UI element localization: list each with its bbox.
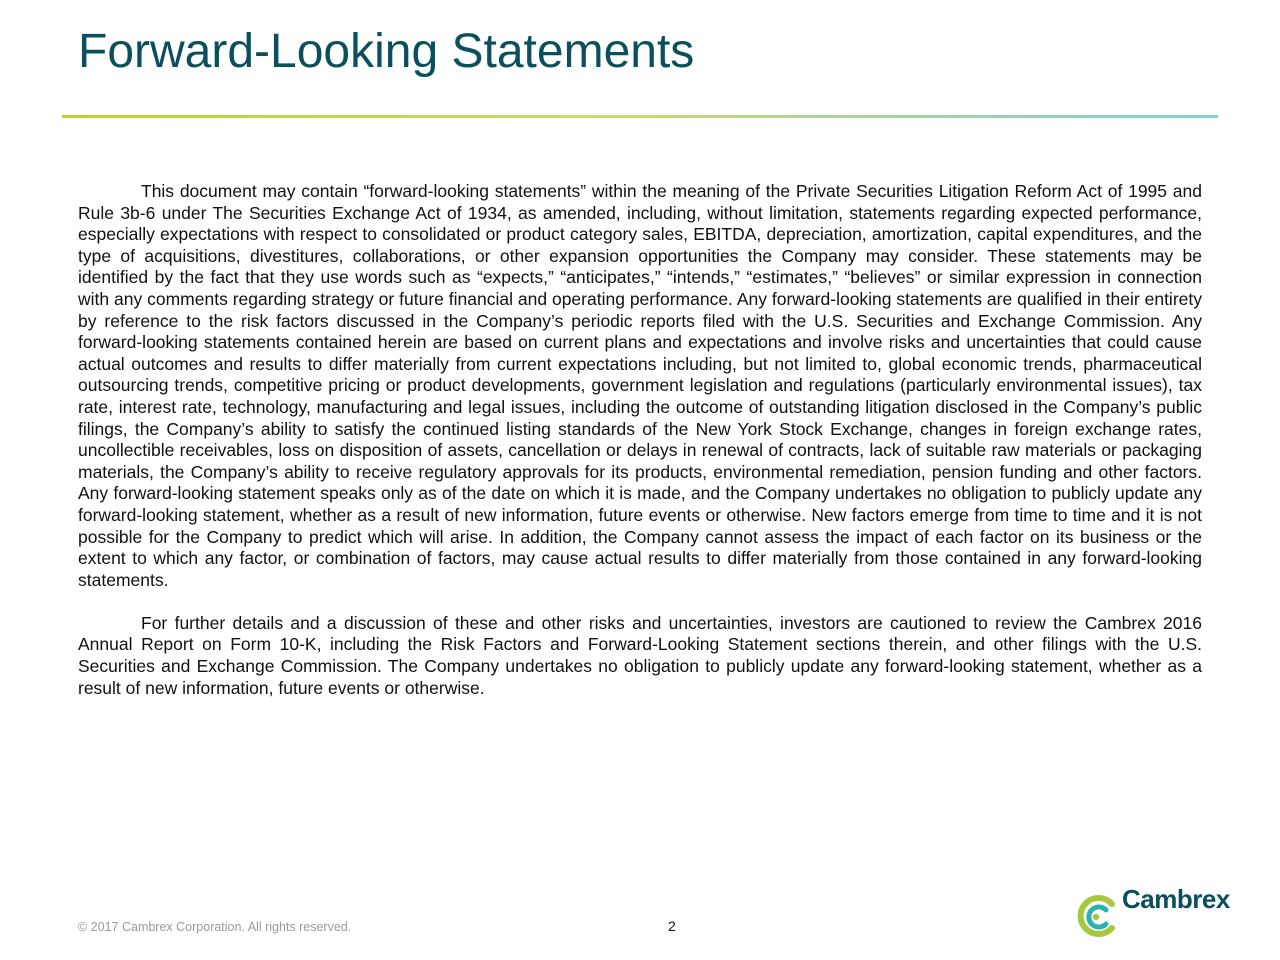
disclaimer-body <box>78 181 1202 699</box>
slide-title: Forward-Looking Statements <box>78 25 695 78</box>
cambrex-logo <box>1072 882 1240 942</box>
logo-wordmark: Cambrex <box>1122 884 1230 914</box>
copyright-notice: © 2017 Cambrex Corporation. All rights reserved. <box>78 920 352 934</box>
cambrex-swirl-icon <box>1072 882 1120 942</box>
page-number: 2 <box>668 918 676 934</box>
title-divider <box>62 115 1218 118</box>
disclaimer-paragraph: This document may contain “forward-looking statements” within the meaning of the Private Securities Litigation Reform Act of 1995 and Rule 3b-6 under The Securities Exchange Act of 1934, as amended, including, without limitation, statements regarding expected performance, especially expectations with respect to consolidated or product category sales, EBITDA, depreciation, amortization, capital expenditures, and the type of acquisitions, divestitures, collaborations, or other expansion opportunities the Company may consider. These statements may be identified by the fact that they use words such as “expects,” “anticipates,” “intends,” “estimates,” “believes” or similar expression in connection with any comments regarding strategy or future financial and operating performance. Any forward-looking statements are qualified in their entirety by reference to the risk factors discussed in the Company’s periodic reports filed with the U.S. Securities and Exchange Commission. Any forward-looking statements contained herein are based on current plans and expectations and involve risks and uncertainties that could cause actual outcomes and results to differ materially from current expectations including, but not limited to, global economic trends, pharmaceutical outsourcing trends, competitive pricing or product developments, government legislation and regulations (particularly environmental issues), tax rate, interest rate, technology, manufacturing and legal issues, including the outcome of outstanding litigation disclosed in the Company’s public filings, the Company’s ability to satisfy the continued listing standards of the New York Stock Exchange, changes in foreign exchange rates, uncollectible receivables, loss on disposition of assets, cancellation or delays in renewal of contracts, lack of suitable raw materials or packaging materials, the Company’s ability to receive regulatory approvals for its products, environmental remediation, pension funding and other factors. Any forward-looking statement speaks only as of the date on which it is made, and the Company undertakes no obligation to publicly update any forward-looking statement, whether as a result of new information, future events or otherwise. New factors emerge from time to time and it is not possible for the Company to predict which will arise. In addition, the Company cannot assess the impact of each factor on its business or the extent to which any factor, or combination of factors, may cause actual results to differ materially from those contained in any forward-looking statements. <box>78 181 1202 590</box>
further-details-paragraph: For further details and a discussion of these and other risks and uncertainties, investors are cautioned to review the Cambrex 2016 Annual Report on Form 10-K, including the Risk Factors and Forward-Looking Statement sections therein, and other filings with the U.S. Securities and Exchange Commission. The Company undertakes no obligation to publicly update any forward-looking statement, whether as a result of new information, future events or otherwise. <box>78 612 1202 698</box>
